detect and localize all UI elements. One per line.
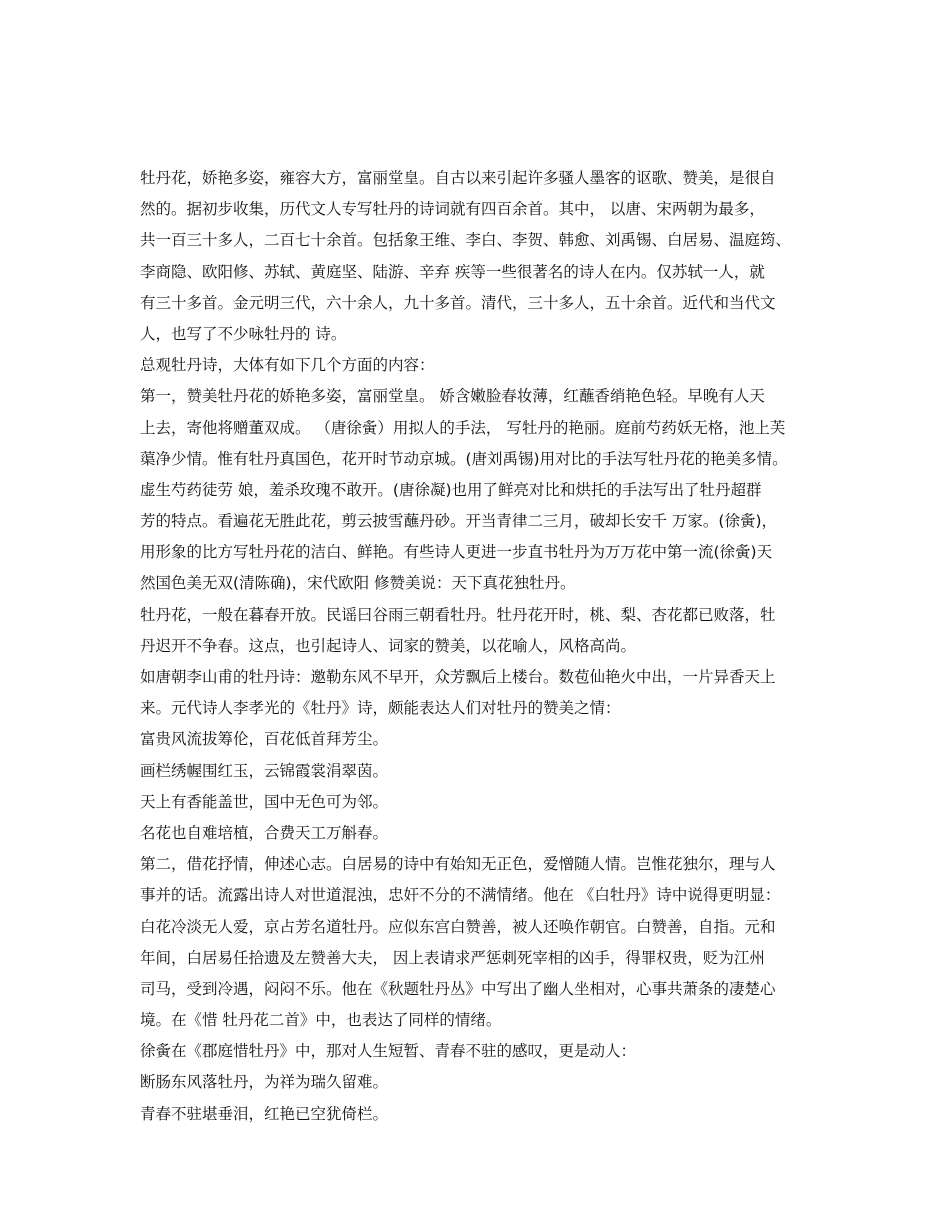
text-line: 白花冷淡无人爱，京占芳名道牡丹。应似东宫白赞善，被人还唤作朝官。白赞善，自指。元和	[140, 917, 776, 936]
text-line: 蕖净少情。惟有牡丹真国色，花开时节动京城。(唐刘禹锡)用对比的手法写牡丹花的艳美多情。	[140, 449, 788, 468]
text-line: 上去，寄他将赠董双成。 （唐徐夤）用拟人的手法， 写牡丹的艳丽。庭前芍药妖无格，池上芙	[140, 418, 786, 437]
document-body	[140, 163, 830, 1130]
text-line: 牡丹花，一般在暮春开放。民谣曰谷雨三朝看牡丹。牡丹花开时，桃、梨、杏花都已败落，牡	[140, 605, 776, 624]
poem-line: 富贵风流拔筹伦，百花低首拜芳尘。	[140, 730, 389, 749]
poem-line: 天上有香能盖世，国中无色可为邻。	[140, 792, 389, 811]
text-line: 年间，白居易任拾遗及左赞善大夫， 因上表请求严惩刺死宰相的凶手，得罪权贵，贬为江州	[140, 948, 765, 967]
text-line: 第二，借花抒情，伸述心志。白居易的诗中有始知无正色，爱憎随人情。岂惟花独尔，理与人	[140, 855, 776, 874]
text-line: 丹迟开不争春。这点，也引起诗人、词家的赞美，以花喻人，风格高尚。	[140, 636, 637, 655]
text-line: 境。在《惜 牡丹花二首》中，也表达了同样的情绪。	[140, 1011, 502, 1030]
text-line: 如唐朝李山甫的牡丹诗：邀勒东风不早开，众芳飘后上楼台。数苞仙艳火中出，一片异香天上	[140, 668, 776, 686]
text-line: 虚生芍药徒劳 娘，羞杀玫瑰不敢开。(唐徐凝)也用了鲜亮对比和烘托的手法写出了牡丹超群	[140, 480, 762, 499]
text-line: 芳的特点。看遍花无胜此花，剪云披雪蘸丹砂。开当青律二三月，破却长安千 万家。(徐夤)，	[140, 512, 778, 531]
text-line: 用形象的比方写牡丹花的洁白、鲜艳。有些诗人更进一步直书牡丹为万万花中第一流(徐夤)天	[140, 543, 773, 562]
text-line: 牡丹花，娇艳多姿，雍容大方，富丽堂皇。自古以来引起许多骚人墨客的讴歌、赞美，是很自	[140, 169, 776, 187]
text-line: 然国色美无双(清陈确)，宋代欧阳 修赞美说：天下真花独牡丹。	[140, 574, 576, 593]
text-line: 人，也写了不少咏牡丹的 诗。	[140, 324, 347, 343]
text-line: 总观牡丹诗，大体有如下几个方面的内容：	[140, 356, 435, 375]
text-line: 李商隐、欧阳修、苏轼、黄庭坚、陆游、辛弃 疾等一些很著名的诗人在内。仅苏轼一人，就	[140, 262, 765, 281]
text-line: 第一，赞美牡丹花的娇艳多姿，富丽堂皇。 娇含嫩脸春妆薄，红蘸香绡艳色轻。早晚有人天	[140, 387, 765, 406]
poem-line: 名花也自难培植，合费天工万斛春。	[140, 823, 389, 842]
poem-line: 断肠东风落牡丹，为祥为瑞久留难。	[140, 1073, 389, 1092]
text-line: 事并的话。流露出诗人对世道混浊，忠奸不分的不满情绪。他在 《白牡丹》诗中说得更明显：	[140, 886, 781, 905]
text-line: 徐夤在《郡庭惜牡丹》中，那对人生短暂、青春不驻的感叹，更是动人：	[140, 1042, 637, 1061]
text-line: 来。元代诗人李孝光的《牡丹》诗，颇能表达人们对牡丹的赞美之情：	[140, 699, 621, 718]
poem-line: 青春不驻堪垂泪，红艳已空犹倚栏。	[140, 1104, 389, 1123]
text-line: 有三十多首。金元明三代，六十余人，九十多首。清代，三十多人，五十余首。近代和当代文	[140, 293, 776, 312]
text-line: 然的。据初步收集，历代文人专写牡丹的诗词就有四百余首。其中， 以唐、宋两朝为最多，	[140, 200, 765, 219]
text-line: 共一百三十多人，二百七十余首。包括象王维、李白、李贺、韩愈、刘禹锡、白居易、温庭筠、	[140, 231, 792, 250]
poem-line: 画栏绣幄围红玉，云锦霞裳涓翠茵。	[140, 761, 389, 780]
text-line: 司马，受到冷遇，闷闷不乐。他在《秋题牡丹丛》中写出了幽人坐相对，心事共萧条的凄楚心	[140, 979, 776, 998]
